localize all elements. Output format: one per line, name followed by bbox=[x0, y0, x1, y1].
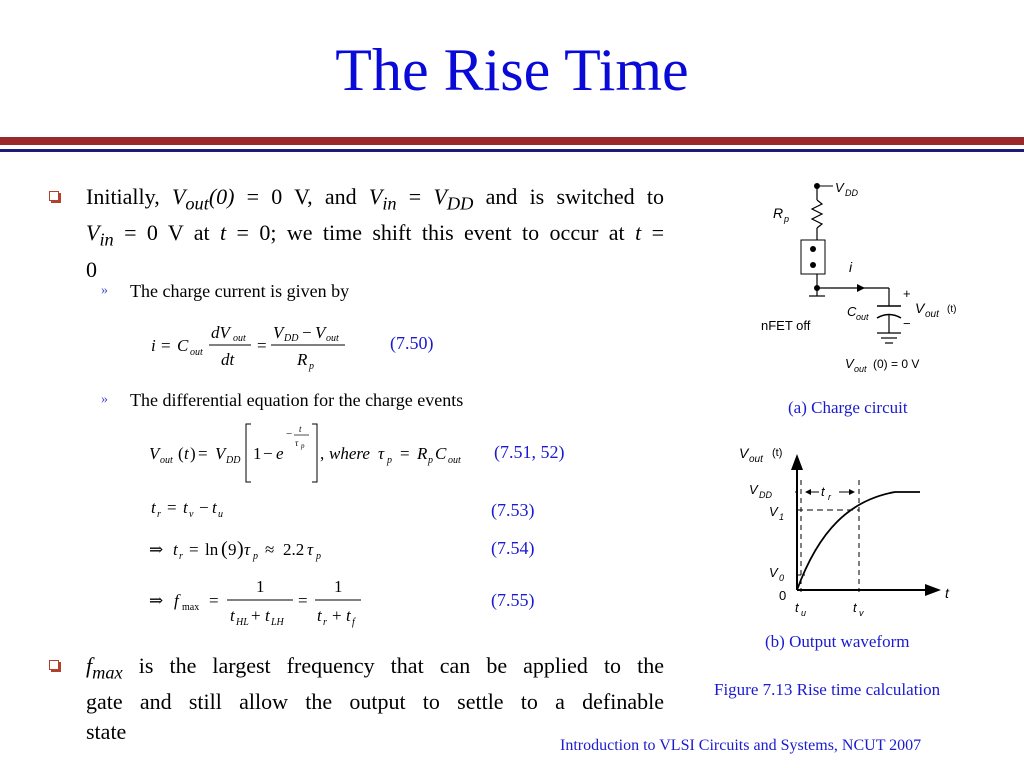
svg-text:t: t bbox=[317, 606, 322, 625]
equation-number-7-50: (7.50) bbox=[390, 333, 434, 353]
svg-text:t: t bbox=[853, 600, 857, 615]
svg-text:nFET off: nFET off bbox=[761, 318, 811, 333]
svg-text:V: V bbox=[769, 565, 778, 580]
svg-text:,: , bbox=[320, 444, 325, 463]
bullet-2-text: $f_{max}$ is the largest frequency that can be applied to the gate and still allow the output to settle to a definable state bbox=[86, 653, 664, 745]
svg-text:out: out bbox=[749, 454, 763, 465]
svg-text:r: r bbox=[323, 617, 327, 628]
svg-text:1: 1 bbox=[334, 577, 343, 596]
svg-text:): ) bbox=[237, 538, 244, 560]
svg-text:1: 1 bbox=[256, 577, 265, 596]
svg-text:t: t bbox=[212, 498, 217, 517]
equation-7-50 bbox=[145, 318, 355, 374]
svg-text:0: 0 bbox=[779, 588, 787, 603]
bullet-1-text: Initially, $V_{out}(0) = 0$ V, and $V_{in} = V_{DD}$ and is switched to $V_{in} = 0$ V at t = 0; we time shift this event to occur at t = 0 bbox=[86, 184, 664, 282]
svg-text:v: v bbox=[859, 608, 864, 618]
equation-number-7-53: (7.53) bbox=[491, 500, 535, 520]
svg-text:DD: DD bbox=[845, 188, 858, 198]
bullet-square-icon bbox=[49, 191, 59, 201]
svg-text:0: 0 bbox=[779, 573, 785, 583]
svg-text:−: − bbox=[199, 498, 209, 517]
svg-text:1: 1 bbox=[253, 444, 262, 463]
charge-circuit-diagram bbox=[755, 178, 975, 378]
slide-title: The Rise Time bbox=[335, 37, 689, 103]
svg-text:out: out bbox=[233, 333, 246, 344]
sub-bullet-marker: » bbox=[101, 283, 108, 298]
svg-text:out: out bbox=[854, 364, 867, 374]
svg-text:=: = bbox=[189, 540, 199, 559]
sub-bullet-1-text: The charge current is given by bbox=[130, 281, 350, 301]
svg-text:i: i bbox=[849, 259, 853, 275]
svg-text:p: p bbox=[316, 551, 321, 562]
svg-text:out: out bbox=[856, 312, 869, 322]
svg-text:V: V bbox=[835, 180, 844, 195]
svg-text:f: f bbox=[352, 617, 355, 628]
svg-text:V: V bbox=[273, 323, 284, 342]
svg-text:=: = bbox=[198, 444, 208, 463]
sub-bullet-marker: » bbox=[101, 392, 108, 407]
svg-text:C: C bbox=[177, 336, 189, 355]
equation-7-51-52 bbox=[145, 420, 475, 490]
svg-text:t: t bbox=[265, 606, 270, 625]
svg-text:−: − bbox=[286, 428, 293, 440]
svg-text:τ: τ bbox=[307, 540, 314, 559]
svg-text:9: 9 bbox=[228, 540, 237, 559]
svg-text:V: V bbox=[749, 482, 758, 497]
svg-text:out: out bbox=[925, 309, 939, 320]
svg-text:e: e bbox=[276, 444, 284, 463]
svg-text:p: p bbox=[428, 455, 433, 466]
svg-text:=: = bbox=[161, 336, 171, 355]
svg-text:dV: dV bbox=[211, 323, 230, 342]
svg-text:R: R bbox=[417, 444, 428, 463]
svg-text:V: V bbox=[315, 323, 326, 342]
svg-text:out: out bbox=[160, 455, 173, 466]
svg-text:t: t bbox=[299, 424, 302, 434]
equation-number-7-55: (7.55) bbox=[491, 590, 535, 610]
svg-text:V: V bbox=[845, 356, 854, 371]
figure-caption-b: (b) Output waveform bbox=[765, 632, 910, 651]
svg-text:−: − bbox=[903, 316, 911, 331]
svg-text:≈: ≈ bbox=[265, 540, 275, 559]
svg-text:V: V bbox=[739, 445, 749, 461]
svg-text:t: t bbox=[346, 606, 351, 625]
svg-text:t: t bbox=[795, 600, 799, 615]
svg-text:t: t bbox=[945, 585, 949, 601]
svg-text:p: p bbox=[387, 455, 392, 466]
svg-text:HL: HL bbox=[236, 617, 249, 628]
svg-text:R: R bbox=[297, 350, 308, 369]
svg-text:out: out bbox=[448, 455, 461, 466]
svg-text:t: t bbox=[183, 498, 188, 517]
output-waveform-diagram bbox=[735, 440, 975, 620]
svg-text:t: t bbox=[821, 484, 825, 499]
svg-text:ln: ln bbox=[205, 540, 219, 559]
svg-text:where: where bbox=[329, 444, 370, 463]
svg-text:=: = bbox=[400, 444, 410, 463]
svg-text:V: V bbox=[769, 504, 778, 519]
svg-text:2.2: 2.2 bbox=[283, 540, 305, 559]
svg-text:C: C bbox=[435, 444, 447, 463]
svg-text:LH: LH bbox=[271, 617, 284, 628]
svg-text:p: p bbox=[253, 551, 258, 562]
svg-text:r: r bbox=[828, 492, 831, 502]
slide-footer: Introduction to VLSI Circuits and Systems, NCUT 2007 bbox=[560, 737, 922, 754]
svg-text:dt: dt bbox=[221, 350, 235, 369]
svg-text:V: V bbox=[915, 300, 925, 316]
svg-text:+: + bbox=[903, 286, 911, 301]
svg-text:=: = bbox=[209, 591, 219, 610]
svg-text:⇒: ⇒ bbox=[149, 540, 164, 559]
sub-bullet-2-text: The differential equation for the charge events bbox=[130, 390, 464, 410]
svg-text:=: = bbox=[257, 336, 267, 355]
svg-text:V: V bbox=[215, 444, 226, 463]
svg-text:C: C bbox=[847, 304, 857, 319]
svg-text:p: p bbox=[309, 361, 314, 372]
svg-text:out: out bbox=[190, 347, 203, 358]
svg-text:r: r bbox=[179, 551, 183, 562]
svg-text:out: out bbox=[326, 333, 339, 344]
svg-text:(: ( bbox=[178, 444, 184, 463]
svg-text:(t): (t) bbox=[947, 304, 957, 315]
svg-text:τ: τ bbox=[378, 444, 385, 463]
svg-text:=: = bbox=[167, 498, 177, 517]
figure-caption-a: (a) Charge circuit bbox=[788, 398, 908, 417]
svg-text:t: t bbox=[151, 498, 156, 517]
svg-text:=: = bbox=[298, 591, 308, 610]
svg-text:V: V bbox=[149, 444, 160, 463]
svg-text:−: − bbox=[302, 323, 312, 342]
svg-text:f: f bbox=[174, 591, 179, 610]
svg-text:t: t bbox=[230, 606, 235, 625]
equation-7-53 bbox=[145, 495, 265, 523]
svg-text:r: r bbox=[157, 509, 161, 520]
title-rule-red bbox=[0, 137, 1024, 145]
figure-caption: Figure 7.13 Rise time calculation bbox=[714, 680, 941, 699]
svg-text:t: t bbox=[173, 540, 178, 559]
svg-text:DD: DD bbox=[759, 490, 772, 500]
bullet-square-icon bbox=[49, 660, 59, 670]
svg-text:⇒: ⇒ bbox=[149, 591, 164, 610]
equation-7-54 bbox=[145, 535, 345, 565]
svg-text:R: R bbox=[773, 205, 784, 221]
svg-text:i: i bbox=[151, 336, 156, 355]
equation-7-55 bbox=[145, 572, 375, 630]
svg-text:max: max bbox=[182, 602, 200, 613]
equation-number-7-51-52: (7.51, 52) bbox=[494, 442, 565, 462]
svg-text:p: p bbox=[301, 442, 305, 450]
title-rule-navy bbox=[0, 149, 1024, 152]
svg-text:DD: DD bbox=[226, 455, 241, 466]
svg-text:1: 1 bbox=[779, 512, 785, 522]
svg-text:p: p bbox=[784, 214, 790, 224]
svg-text:t: t bbox=[184, 444, 189, 463]
svg-text:+: + bbox=[332, 606, 342, 625]
svg-text:τ: τ bbox=[295, 438, 299, 448]
svg-text:(0) = 0 V: (0) = 0 V bbox=[873, 357, 920, 371]
svg-text:v: v bbox=[189, 509, 194, 520]
svg-text:−: − bbox=[263, 444, 273, 463]
equation-number-7-54: (7.54) bbox=[491, 538, 535, 558]
svg-text:+: + bbox=[251, 606, 261, 625]
svg-text:): ) bbox=[190, 444, 196, 463]
svg-text:(: ( bbox=[221, 538, 228, 560]
svg-text:τ: τ bbox=[244, 540, 251, 559]
svg-text:(t): (t) bbox=[772, 447, 783, 459]
svg-text:DD: DD bbox=[284, 333, 299, 344]
svg-text:u: u bbox=[218, 509, 223, 520]
svg-text:u: u bbox=[801, 608, 807, 618]
